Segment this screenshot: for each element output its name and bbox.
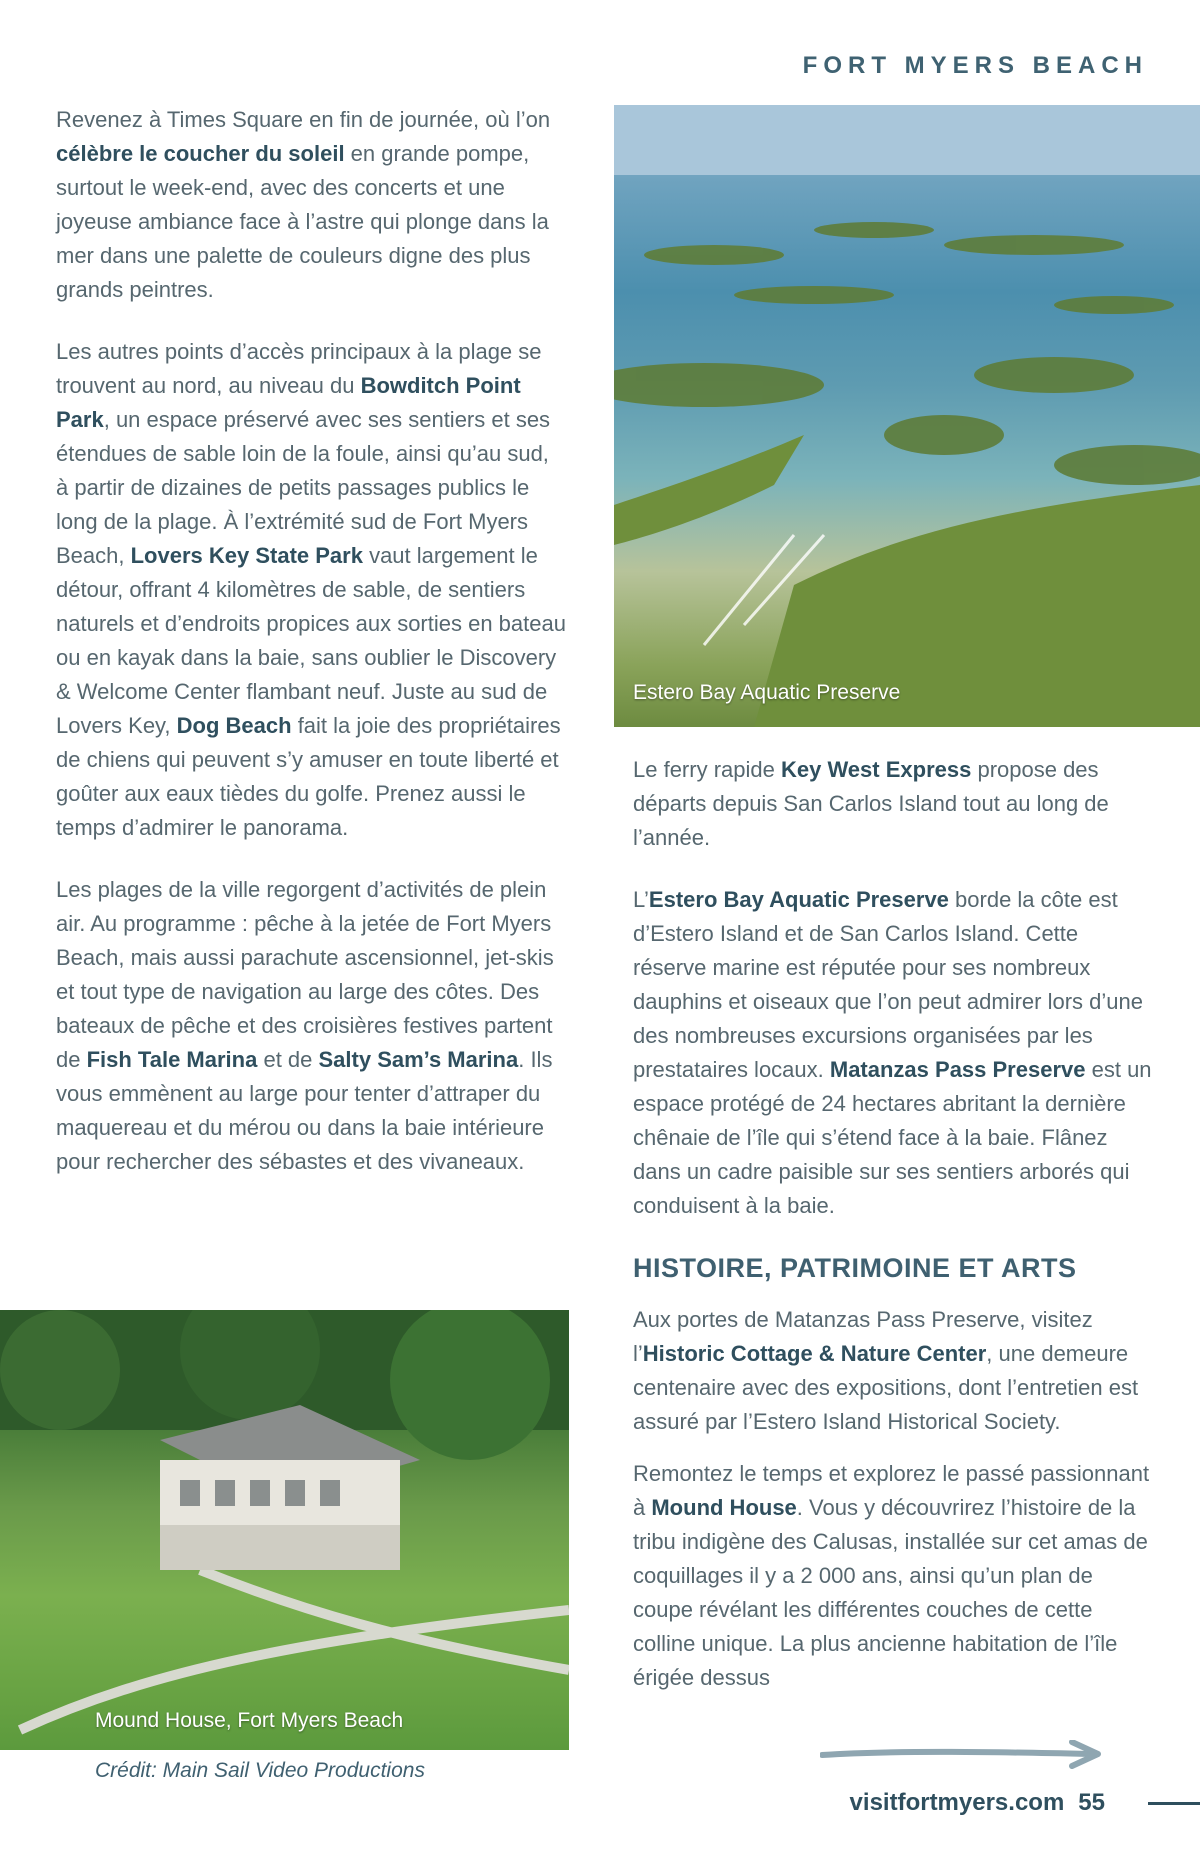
footer-rule (1148, 1802, 1200, 1805)
highlight-bowditch: Bowditch Point Park (56, 373, 521, 432)
estero-photo-caption: Estero Bay Aquatic Preserve (633, 681, 901, 704)
highlight-sunset: célèbre le coucher du soleil (56, 141, 345, 166)
highlight-historic-cottage: Historic Cottage & Nature Center (642, 1341, 987, 1366)
highlight-fish-tale: Fish Tale Marina (86, 1047, 258, 1072)
highlight-key-west-express: Key West Express (780, 757, 972, 782)
right-column-top (633, 753, 1153, 883)
section-heading: HISTOIRE, PATRIMOINE ET ARTS (633, 1253, 1077, 1283)
photo-credit: Crédit: Main Sail Video Productions (95, 1759, 425, 1782)
highlight-matanzas: Matanzas Pass Preserve (829, 1057, 1086, 1082)
estero-bay-photo (614, 105, 1200, 727)
mound-house-photo (0, 1310, 569, 1750)
running-header: FORT MYERS BEACH (802, 52, 1148, 79)
paragraph-mound-house: Remontez le temps et explorez le passé passionnant à Mound House. Vous y découvrirez l’histoire de la tribu indigène des Calusas, installée sur cet amas de coquillages il y a 2 000 ans, ainsi qu’un plan de coupe révélant les différentes couches de cette colline unique. La plus ancienne habitation de l’île érigée dessus (633, 1461, 1150, 1690)
paragraph-estero-bay: L’Estero Bay Aquatic Preserve borde la côte est d’Estero Island et de San Carlos Island. Cette réserve marine est réputée pour ses nombreux dauphins et oiseaux que l’on peut admirer lors d’une des nombreuses excursions organisées par les prestataires locaux. Matanzas Pass Preserve est un espace protégé de 24 hectares abritant la dernière chênaie de l’île qui s’étend face à la baie. Flânez dans un cadre paisible sur ses sentiers arborés qui conduisent à la baie. (633, 887, 1152, 1218)
highlight-lovers-key: Lovers Key State Park (130, 543, 363, 568)
left-column (56, 103, 566, 1207)
highlight-mound-house: Mound House (651, 1495, 797, 1520)
paragraph-beach-access: Les autres points d’accès principaux à la plage se trouvent au nord, au niveau du Bowditch Point Park, un espace préservé avec ses sentiers et ses étendues de sable loin de la foule, ainsi qu’au sud, à partir de dizaines de petits passages publics le long de la plage. À l’extrémité sud de Fort Myers Beach, Lovers Key State Park vaut largement le détour, offrant 4 kilomètres de sable, de sentiers naturels et d’endroits propices aux sorties en bateau ou en kayak dans la baie, sans oublier le Discovery & Welcome Center flambant neuf. Juste au sud de Lovers Key, Dog Beach fait la joie des propriétaires de chiens qui peuvent s’y amuser en toute liberté et goûter aux eaux tièdes du golfe. Prenez aussi le temps d’admirer le panorama. (56, 339, 566, 840)
paragraph-sunset: Revenez à Times Square en fin de journée, où l’on célèbre le coucher du soleil en grande pompe, surtout le week-end, avec des concerts et une joyeuse ambiance face à l’astre qui plonge dans la mer dans une palette de couleurs digne des plus grands peintres. (56, 107, 551, 302)
paragraph-activities: Les plages de la ville regorgent d’activités de plein air. Au programme : pêche à la jetée de Fort Myers Beach, mais aussi parachute ascensionnel, jet-skis et tout type de navigation au large des côtes. Des bateaux de pêche et des croisières festives partent de Fish Tale Marina et de Salty Sam’s Marina. Ils vous emmènent au large pour tenter d’attraper du maquereau et du mérou ou dans la baie intérieure pour rechercher des sébastes et des vivaneaux. (56, 877, 554, 1174)
arrow-right-icon (820, 1740, 1105, 1770)
page-footer (850, 1789, 1105, 1817)
footer-site-link[interactable]: visitfortmyers.com (849, 1789, 1065, 1816)
highlight-estero-bay: Estero Bay Aquatic Preserve (648, 887, 949, 912)
highlight-salty-sams: Salty Sam’s Marina (318, 1047, 519, 1072)
highlight-dog-beach: Dog Beach (176, 713, 292, 738)
paragraph-historic-cottage: Aux portes de Matanzas Pass Preserve, visitez l’Historic Cottage & Nature Center, une demeure centenaire avec des expositions, dont l’entretien est assuré par l’Estero Island Historical Society. (633, 1307, 1139, 1434)
mound-house-illustration (0, 1310, 569, 1750)
page-number: 55 (1078, 1789, 1105, 1816)
paragraph-ferry: Le ferry rapide Key West Express propose des départs depuis San Carlos Island tout au long de l’année. (633, 757, 1109, 850)
right-column (633, 883, 1153, 1723)
estero-bay-illustration (614, 105, 1200, 727)
mound-photo-caption: Mound House, Fort Myers Beach (95, 1709, 404, 1732)
